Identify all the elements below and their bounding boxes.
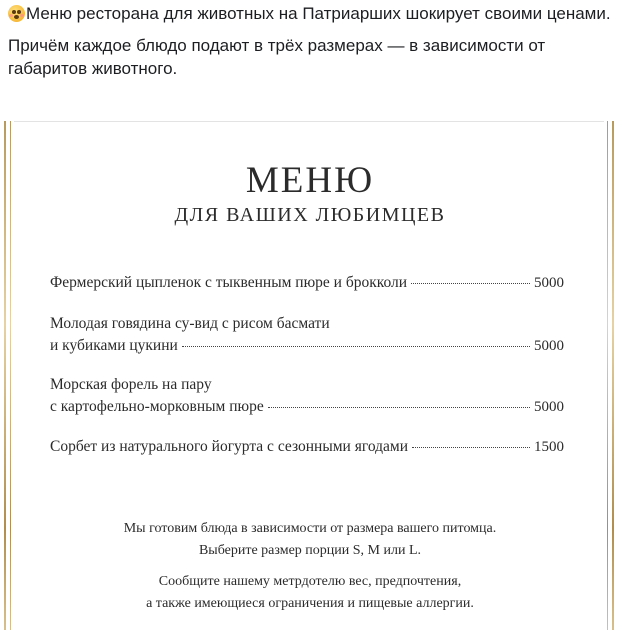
- leader-dots: [411, 283, 530, 284]
- menu-photo[interactable]: [0, 121, 620, 630]
- allergy-note-line-2: а также имеющиеся ограничения и пищевые аллергии.: [146, 596, 474, 611]
- portion-note: [0, 518, 620, 562]
- leader-dots: [182, 346, 530, 347]
- menu-item: [50, 374, 564, 418]
- portion-note-line-2: Выберите размер порции S, M или L.: [198, 543, 422, 558]
- dish-price: 5000: [534, 275, 564, 291]
- leader-dots: [268, 407, 530, 408]
- dish-price: 5000: [534, 338, 564, 354]
- dish-price: 1500: [534, 439, 564, 455]
- menu-item: [50, 436, 564, 458]
- dish-name: Сорбет из натурального йогурта с сезонными ягодами: [50, 438, 408, 455]
- dish-name: Фермерский цыпленок с тыквенным пюре и брокколи: [50, 274, 408, 291]
- leader-dots: [412, 447, 530, 448]
- menu-item: [50, 313, 564, 357]
- dish-name: Молодая говядина су-вид с рисом басмати: [50, 315, 330, 332]
- post-text: [0, 0, 620, 80]
- allergy-note-line-1: Сообщите нашему метрдотелю вес, предпочтения,: [158, 574, 462, 589]
- menu-subtitle: ДЛЯ ВАШИХ ЛЮБИМЦЕВ: [174, 204, 446, 226]
- portion-note-line-1: Мы готовим блюда в зависимости от размера вашего питомца.: [123, 521, 497, 536]
- dish-name-cont: с картофельно-морковным пюре: [50, 398, 264, 415]
- post-line-1: Меню ресторана для животных на Патриарших шокирует своими ценами.: [26, 4, 611, 23]
- dish-price: 5000: [534, 399, 564, 415]
- menu-title: МЕНЮ: [245, 160, 375, 201]
- post-paragraph-1: [8, 2, 612, 25]
- menu-item: [50, 272, 564, 294]
- divider: [14, 121, 604, 122]
- allergy-note: [0, 571, 620, 615]
- post-paragraph-2: Причём каждое блюдо подают в трёх размерах — в зависимости от габаритов животного.: [8, 36, 546, 78]
- dish-name: Морская форель на пару: [50, 376, 212, 393]
- flushed-face-icon: [8, 5, 25, 22]
- dish-name-cont: и кубиками цукини: [50, 337, 178, 354]
